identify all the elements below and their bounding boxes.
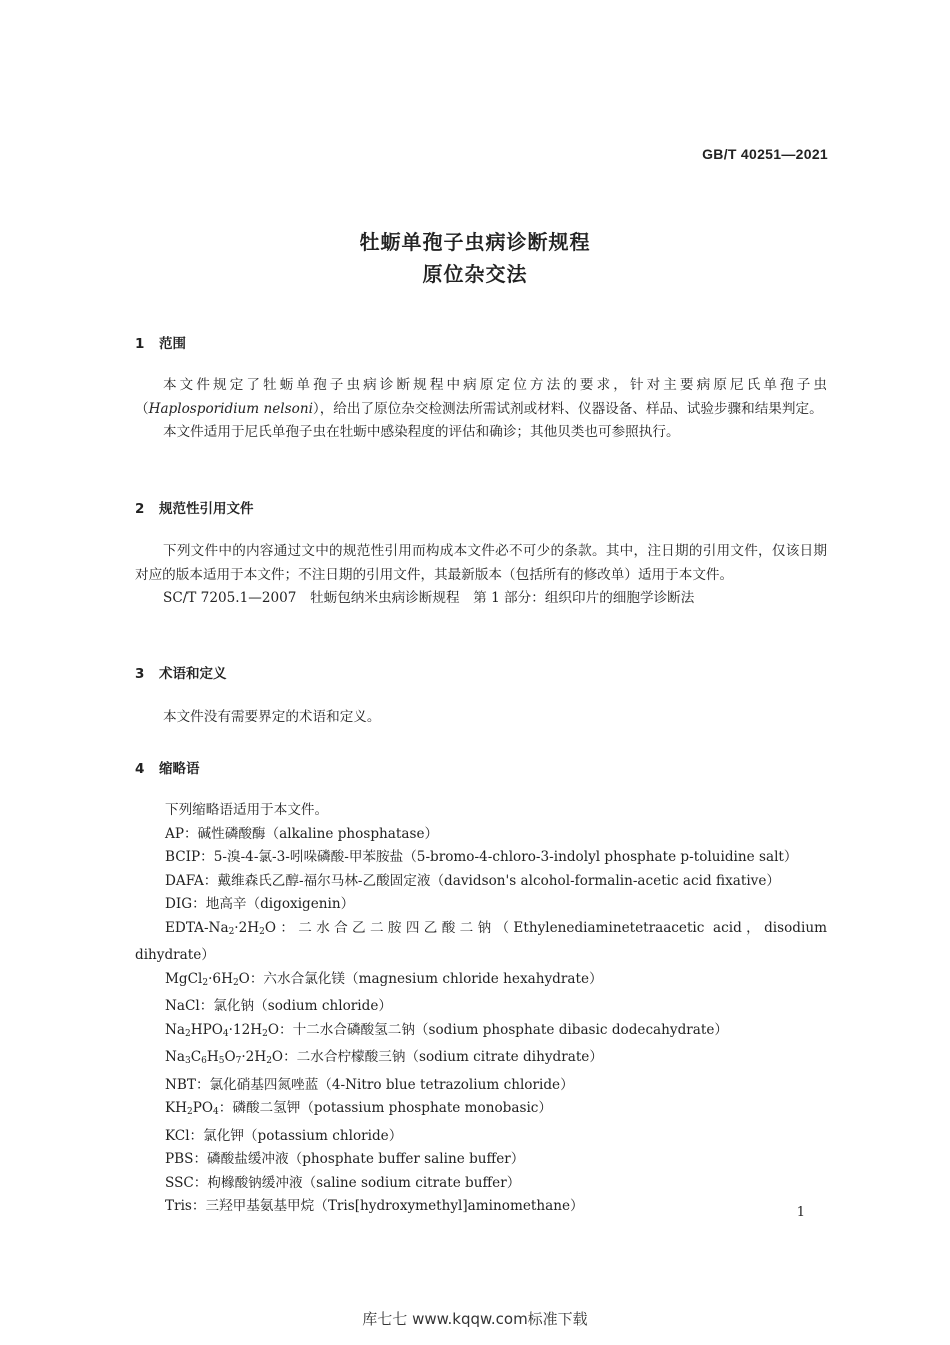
abbr-item: $MgCl_2\cdot 6H_2O$：六水合氯化镁（magnesium chloride hexahydrate） [165,970,603,988]
abbr-item: NBT：氯化硝基四氮唑蓝（4-Nitro blue tetrazolium chloride） [165,1076,574,1093]
section-title: 缩略语 [159,761,200,777]
abbr-item: $Na_3C_6H_5O_7\cdot 2H_2O$：二水合柠檬酸三钠（sodium citrate dihydrate） [165,1049,603,1066]
section-number: 3 [135,666,145,682]
abbr-item: Tris：三羟甲基氨基甲烷（Tris[hydroxymethyl]aminomethane） [165,1198,584,1214]
section-4-heading [135,757,200,777]
section-1-heading [135,332,186,352]
abbr-item: NaCl：氯化钠（sodium chloride） [165,998,392,1014]
list-intro: 下列缩略语适用于本文件。 [165,802,329,818]
section-number: 4 [135,761,145,777]
standard-code: GB/T 40251—2021 [702,146,828,162]
doc-title-line1: 牡蛎单孢子虫病诊断规程 [359,230,591,254]
paragraph: 本文件适用于尼氏单孢子虫在牡蛎中感染程度的评估和确诊；其他贝类也可参照执行。 [163,424,680,440]
section-title: 范围 [159,336,186,352]
section-3-heading [135,662,227,682]
abbr-item: SSC：枸橼酸钠缓冲液（saline sodium citrate buffer） [165,1174,521,1191]
abbr-item: $KH_2PO_4$：磷酸二氢钾（potassium phosphate monobasic） [165,1100,553,1117]
section-2-heading [135,497,254,517]
section-number: 2 [135,501,145,517]
footer-watermark-text: 库七七 www.kqqw.com标准下载 [362,1310,588,1328]
abbreviation-list [135,799,827,1219]
abbr-item: $Na_2HPO_4\cdot 12H_2O$：十二水合磷酸氢二钠（sodium phosphate dibasic dodecahydrate） [165,1021,729,1039]
page-number: 1 [796,1205,805,1220]
paragraph: 下列文件中的内容通过文中的规范性引用而构成本文件必不可少的条款。其中，注日期的引用文件，仅该日期对应的版本适用于本文件；不注日期的引用文件，其最新版本（包括所有的修改单）适用于本文件。 [135,543,827,583]
section-2-body [135,540,827,611]
abbr-item: PBS：磷酸盐缓冲液（phosphate buffer saline buffer） [165,1151,525,1167]
abbr-item: BCIP：5-溴-4-氯-3-吲哚磷酸-甲苯胺盐（5-bromo-4-chloro-3-indolyl phosphate p-toluidine salt） [165,849,798,865]
section-1-body [135,374,827,445]
section-number: 1 [135,336,145,352]
abbr-item: DIG：地高辛（digoxigenin） [165,896,355,912]
abbr-item: DAFA：戴维森氏乙醇-福尔马林-乙酸固定液（davidson's alcohol-formalin-acetic acid fixative） [165,872,780,889]
abbr-item: EDTA-$Na_2\cdot 2H_2O$：二水合乙二胺四乙酸二钠（Ethylenediaminetetraacetic acid，disodium dihydrate） [135,919,827,963]
paragraph: 本文件没有需要界定的术语和定义。 [163,709,381,725]
reference-item: SC/T 7205.1—2007 牡蛎包纳米虫病诊断规程 第 1 部分：组织印片的细胞学诊断法 [163,590,695,606]
abbr-item: KCl：氯化钾（potassium chloride） [165,1127,403,1144]
section-title: 术语和定义 [159,666,227,682]
section-3-body [135,706,827,730]
doc-title-line2: 原位杂交法 [422,262,528,286]
paragraph: 本文件规定了牡蛎单孢子虫病诊断规程中病原定位方法的要求，针对主要病原尼氏单孢子虫（Haplosporidium nelsoni），给出了原位杂交检测法所需试剂或材料、仪器设备、样品、试验步骤和结果判定。 [135,377,827,417]
section-title: 规范性引用文件 [159,501,254,517]
abbr-item: AP：碱性磷酸酶（alkaline phosphatase） [165,825,439,842]
